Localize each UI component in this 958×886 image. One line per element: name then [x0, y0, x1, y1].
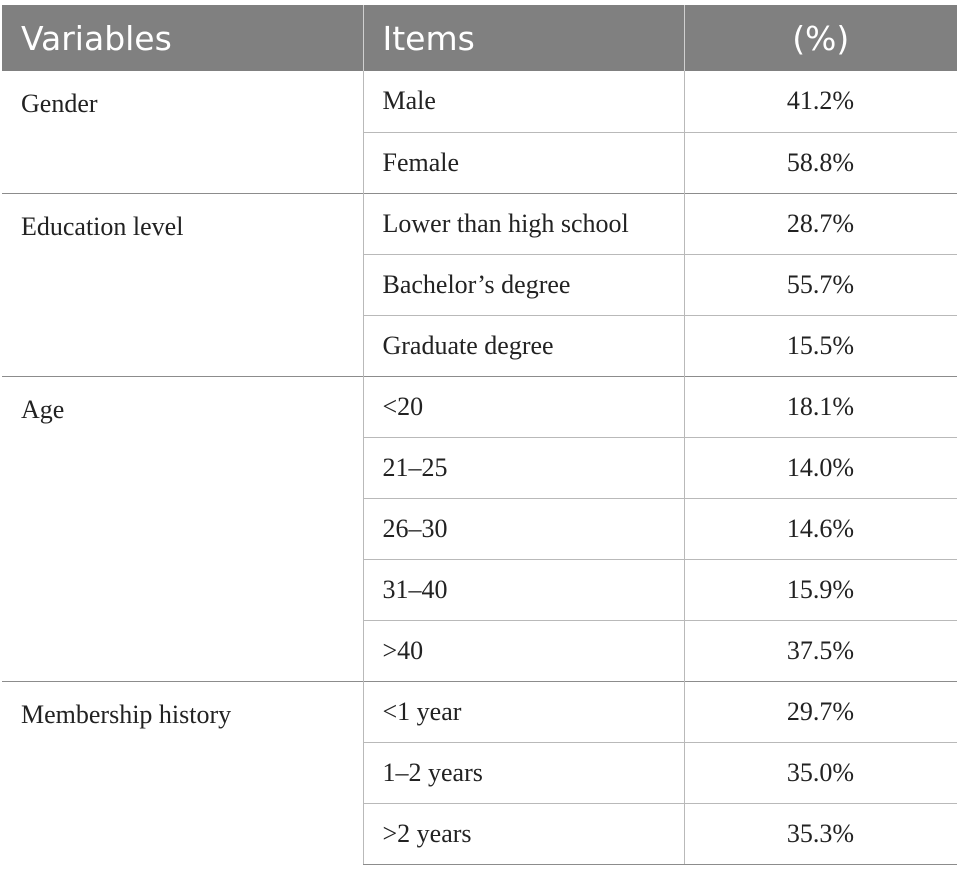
percent-cell: 41.2% [684, 71, 957, 132]
variable-age: Age [2, 376, 363, 681]
percent-cell: 35.0% [684, 742, 957, 803]
item-cell: Female [363, 132, 684, 193]
percent-cell: 14.6% [684, 498, 957, 559]
percent-cell: 14.0% [684, 437, 957, 498]
percent-cell: 15.9% [684, 559, 957, 620]
percent-cell: 18.1% [684, 376, 957, 437]
header-variables: Variables [2, 5, 363, 71]
percent-cell: 15.5% [684, 315, 957, 376]
item-cell: <20 [363, 376, 684, 437]
percent-cell: 35.3% [684, 803, 957, 864]
variable-membership-history: Membership history [2, 681, 363, 864]
item-cell: >2 years [363, 803, 684, 864]
item-cell: 31–40 [363, 559, 684, 620]
header-percent: (%) [684, 5, 957, 71]
table-row [2, 681, 957, 742]
variable-gender: Gender [21, 89, 98, 118]
item-cell: Male [363, 71, 684, 132]
percent-cell: 58.8% [684, 132, 957, 193]
item-cell: Lower than high school [363, 193, 684, 254]
item-cell: <1 year [363, 681, 684, 742]
item-cell: >40 [363, 620, 684, 681]
demographics-table [2, 5, 957, 865]
table-body [2, 71, 957, 864]
item-cell: 1–2 years [363, 742, 684, 803]
item-cell: 21–25 [363, 437, 684, 498]
percent-cell: 37.5% [684, 620, 957, 681]
table-row [2, 193, 957, 254]
percent-cell: 28.7% [684, 193, 957, 254]
percent-cell: 29.7% [684, 681, 957, 742]
percent-cell: 55.7% [684, 254, 957, 315]
header-row [2, 5, 957, 71]
table-row [2, 71, 957, 132]
table-row [2, 376, 957, 437]
item-cell: 26–30 [363, 498, 684, 559]
item-cell: Graduate degree [363, 315, 684, 376]
table-header [2, 5, 957, 71]
item-cell: Bachelor’s degree [363, 254, 684, 315]
variable-education-level: Education level [2, 193, 363, 376]
header-items: Items [363, 5, 684, 71]
